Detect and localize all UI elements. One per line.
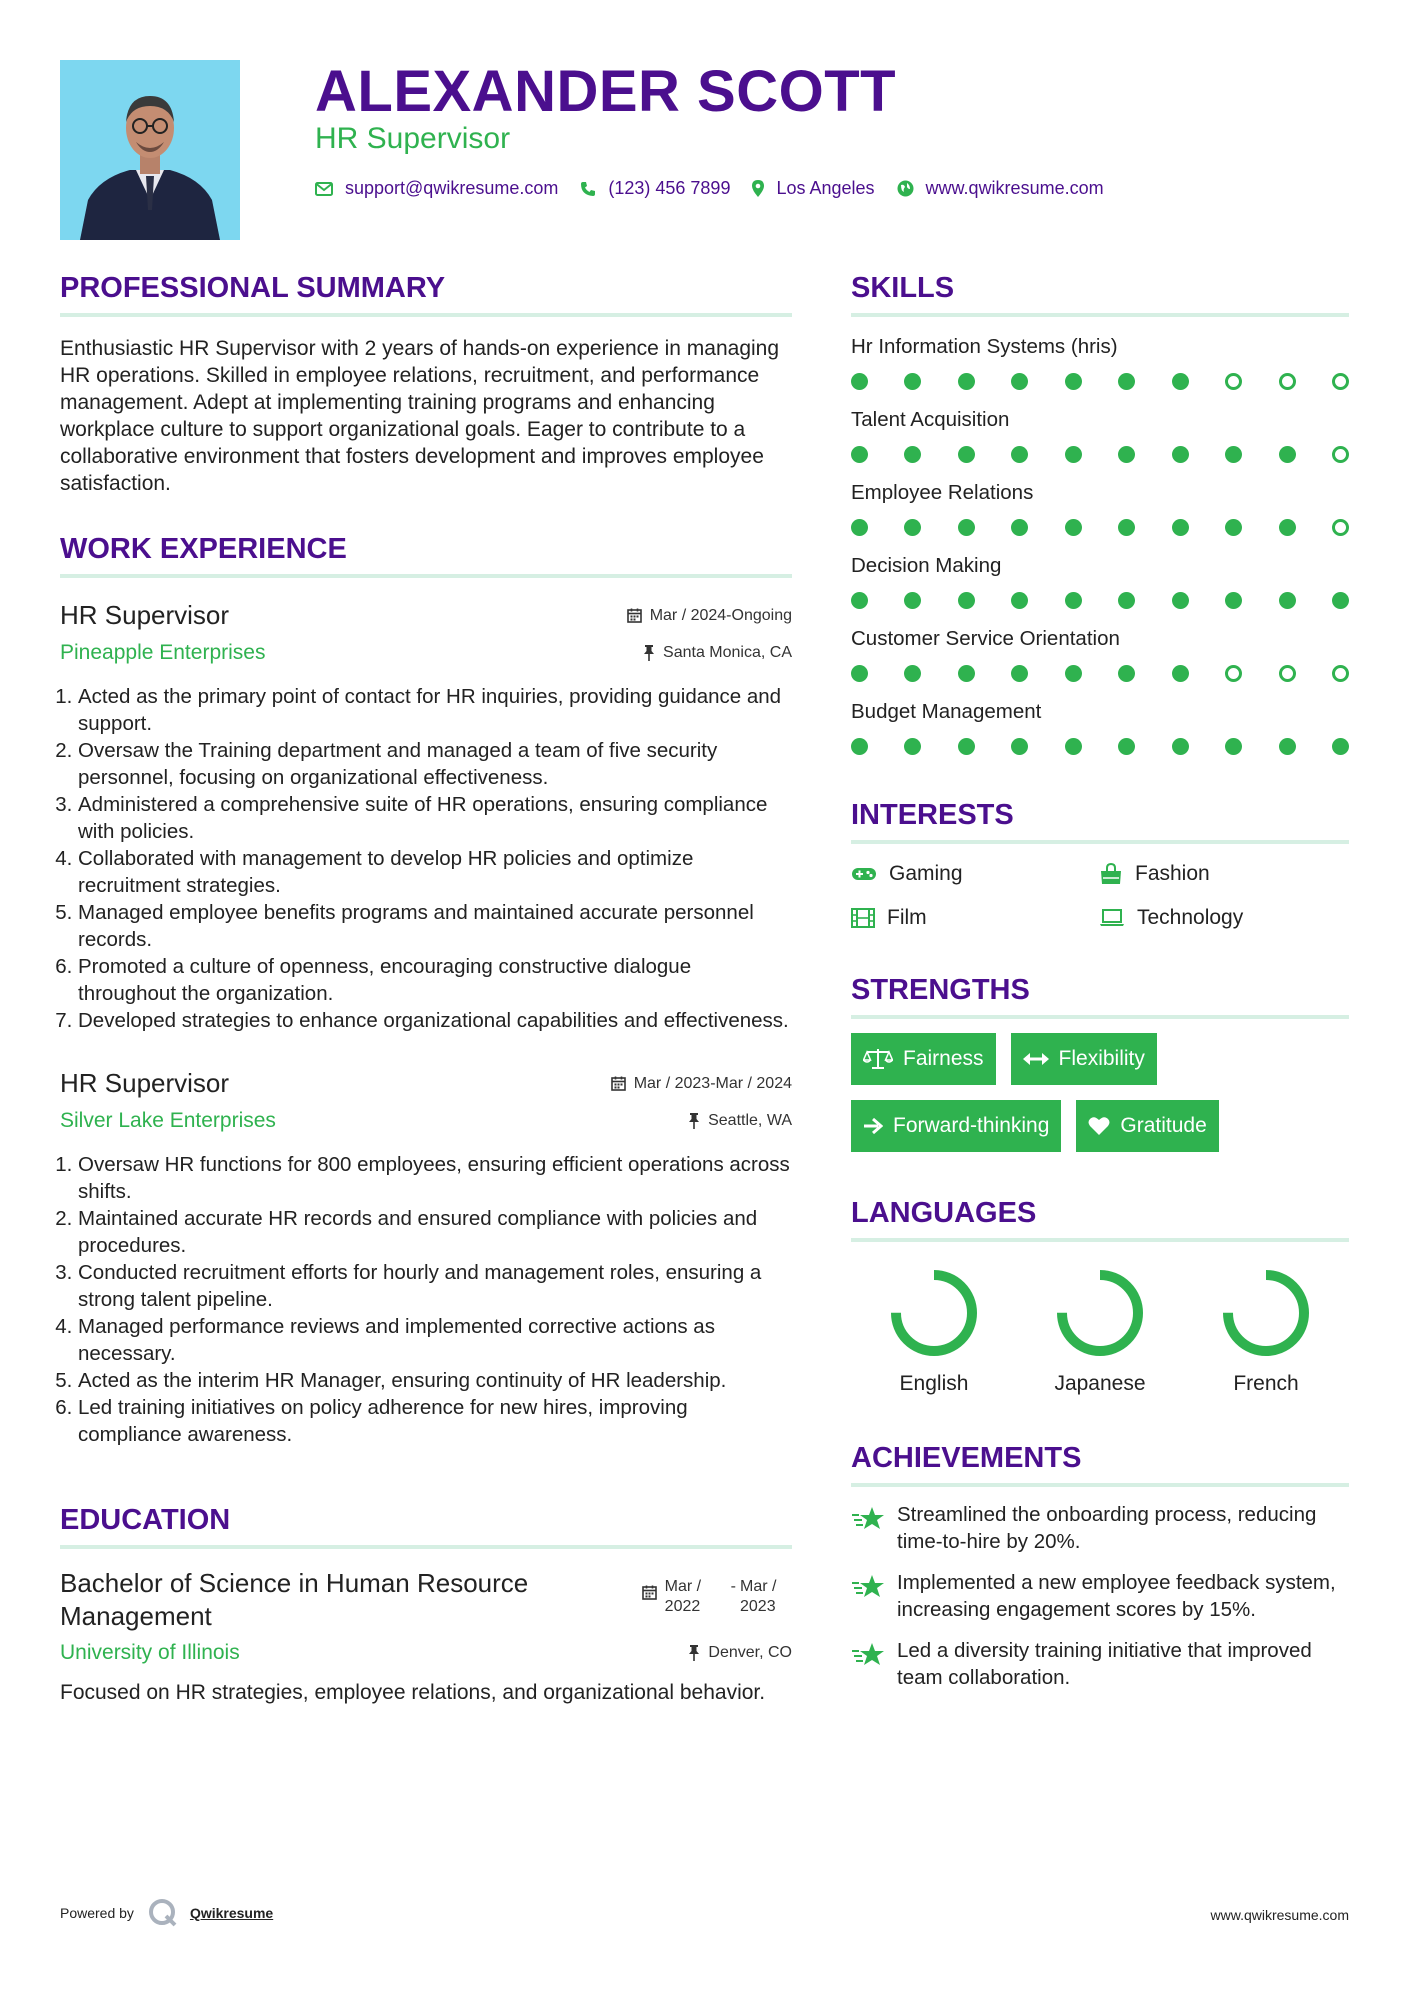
rating-dot-empty: [1332, 665, 1349, 682]
strengths-section: [851, 974, 1349, 1167]
rating-dot-filled: [1065, 738, 1082, 755]
education-description: Focused on HR strategies, employee relations, and organizational behavior.: [60, 1681, 766, 1704]
rating-dot-filled: [1011, 592, 1028, 609]
rating-dot-filled: [1225, 592, 1242, 609]
rating-dot-filled: [1172, 446, 1189, 463]
rating-dot-filled: [904, 665, 921, 682]
languages-list: [851, 1268, 1349, 1396]
pushpin-icon: [688, 1113, 700, 1129]
skill-name: Hr Information Systems (hris): [851, 335, 1118, 358]
rating-dot-filled: [1118, 519, 1135, 536]
rating-dot-filled: [1279, 446, 1296, 463]
skill-name: Budget Management: [851, 700, 1042, 723]
skill-row: [851, 700, 1349, 755]
rating-dot-filled: [1172, 519, 1189, 536]
rating-dot-filled: [851, 446, 868, 463]
skill-rating: [851, 665, 1349, 682]
job-location-text: Santa Monica, CA: [663, 644, 792, 661]
rating-dot-filled: [1011, 446, 1028, 463]
rating-dot-filled: [1011, 373, 1028, 390]
language-proficiency-ring: [889, 1268, 979, 1358]
skill-name: Customer Service Orientation: [851, 627, 1120, 650]
achievement-item: [851, 1501, 1349, 1555]
section-heading: STRENGTHS: [851, 974, 1349, 1019]
skills-section: [851, 272, 1349, 755]
star-icon: [851, 1573, 885, 1601]
achievement-text: Implemented a new employee feedback system, increasing engagement scores by 15%.: [897, 1571, 1336, 1621]
rating-dot-empty: [1225, 373, 1242, 390]
rating-dot-filled: [1118, 446, 1135, 463]
heart-icon: [1088, 1116, 1110, 1136]
job-entry: [60, 1068, 792, 1448]
job-title: HR Supervisor: [60, 1068, 230, 1098]
languages-section: [851, 1197, 1349, 1396]
duties-list: [60, 683, 792, 1034]
skill-name: Talent Acquisition: [851, 408, 1010, 431]
section-heading: LANGUAGES: [851, 1197, 1349, 1242]
skills-list: [851, 335, 1349, 755]
interest-item: [1099, 906, 1347, 930]
job-location: [688, 1112, 792, 1130]
strength-tag: [1011, 1033, 1157, 1085]
interest-label: Film: [887, 906, 927, 929]
language-name: Japanese: [1054, 1372, 1146, 1395]
list-item: 6. Led training initiatives on policy adherence for new hires, improving compliance awareness.: [78, 1394, 792, 1448]
right-column: [851, 272, 1349, 1691]
proficiency-arc: [896, 1275, 972, 1351]
section-heading: EDUCATION: [60, 1504, 792, 1549]
education-end: Mar / 2023: [740, 1578, 777, 1615]
rating-dot-filled: [1118, 665, 1135, 682]
contact-location-text: Los Angeles: [776, 178, 875, 198]
education-start: Mar / 2022: [664, 1578, 702, 1615]
experience-section: [60, 533, 792, 1448]
education-section: [60, 1504, 792, 1706]
rating-dot-filled: [958, 446, 975, 463]
rating-dot-filled: [1065, 665, 1082, 682]
language-item: [851, 1268, 1017, 1396]
rating-dot-empty: [1279, 665, 1296, 682]
rating-dot-empty: [1332, 373, 1349, 390]
rating-dot-filled: [1279, 592, 1296, 609]
duties-list: [60, 1151, 792, 1448]
candidate-title: HR Supervisor: [315, 122, 511, 155]
skill-rating: [851, 519, 1349, 536]
skill-row: [851, 335, 1349, 390]
summary-text: Enthusiastic HR Supervisor with 2 years of hands-on experience in managing HR operations. Skilled in employee relations, recruitment, and performance management. Adept at implementing training programs and enhancing workplace culture to support organizational goals. Eager to contribute to a collaborative environment that fosters development and improves employee satisfaction.: [60, 337, 780, 495]
job-title: HR Supervisor: [60, 600, 230, 630]
language-name: English: [899, 1372, 969, 1395]
interest-label: Fashion: [1135, 862, 1210, 885]
contact-website[interactable]: [897, 178, 1104, 199]
strength-label: Forward-thinking: [893, 1114, 1050, 1137]
rating-dot-filled: [1225, 738, 1242, 755]
contact-website-text: www.qwikresume.com: [925, 178, 1104, 198]
rating-dot-filled: [1225, 446, 1242, 463]
contact-location: [752, 178, 874, 199]
education-location-text: Denver, CO: [708, 1644, 792, 1661]
rating-dot-filled: [1065, 373, 1082, 390]
strength-tag: [1076, 1100, 1218, 1152]
globe-icon: [897, 180, 914, 197]
strength-label: Fairness: [903, 1047, 984, 1070]
achievement-item: [851, 1569, 1349, 1623]
rating-dot-filled: [1011, 738, 1028, 755]
section-heading: ACHIEVEMENTS: [851, 1442, 1349, 1487]
rating-dot-filled: [1172, 592, 1189, 609]
company-name: Pineapple Enterprises: [60, 641, 266, 664]
list-item: 2. Oversaw the Training department and managed a team of five security personnel, focusing on organizational effectiveness.: [78, 737, 792, 791]
rating-dot-filled: [1279, 738, 1296, 755]
rating-dot-filled: [851, 738, 868, 755]
rating-dot-filled: [851, 592, 868, 609]
list-item: 1. Acted as the primary point of contact for HR inquiries, providing guidance and support.: [78, 683, 792, 737]
rating-dot-filled: [1172, 665, 1189, 682]
rating-dot-filled: [958, 519, 975, 536]
list-item: 3. Administered a comprehensive suite of HR operations, ensuring compliance with policies.: [78, 791, 792, 845]
rating-dot-filled: [1118, 738, 1135, 755]
summary-section: [60, 272, 792, 497]
rating-dot-empty: [1279, 373, 1296, 390]
section-heading: WORK EXPERIENCE: [60, 533, 792, 578]
strength-label: Gratitude: [1120, 1114, 1207, 1137]
job-dates: [611, 1075, 792, 1093]
rating-dot-empty: [1225, 665, 1242, 682]
star-icon: [851, 1505, 885, 1533]
profile-photo: [60, 60, 240, 240]
job-dates-text: Mar / 2024-Ongoing: [649, 606, 792, 624]
section-heading: SKILLS: [851, 272, 1349, 317]
interest-label: Gaming: [889, 862, 963, 885]
list-item: 4. Managed performance reviews and implemented corrective actions as necessary.: [78, 1313, 792, 1367]
footer-website[interactable]: www.qwikresume.com: [1210, 1907, 1349, 1923]
rating-dot-filled: [904, 519, 921, 536]
skill-rating: [851, 446, 1349, 463]
qwikresume-logo-icon: [148, 1898, 178, 1928]
rating-dot-filled: [958, 592, 975, 609]
proficiency-arc: [1062, 1275, 1138, 1351]
strength-label: Flexibility: [1058, 1047, 1145, 1070]
skill-name: Employee Relations: [851, 481, 1034, 504]
left-column: [60, 272, 792, 1706]
contact-phone-text: (123) 456 7899: [608, 178, 731, 198]
skill-rating: [851, 592, 1349, 609]
list-item: 2. Maintained accurate HR records and ensured compliance with policies and procedures.: [78, 1205, 792, 1259]
arrow-right-icon: [863, 1117, 883, 1135]
gamepad-icon: [851, 866, 877, 882]
rating-dot-filled: [958, 373, 975, 390]
rating-dot-empty: [1332, 519, 1349, 536]
list-item: 3. Conducted recruitment efforts for hourly and management roles, ensuring a strong talent pipeline.: [78, 1259, 792, 1313]
film-icon: [851, 908, 875, 928]
star-icon: [851, 1641, 885, 1669]
list-item: 5. Managed employee benefits programs and maintained accurate personnel records.: [78, 899, 792, 953]
candidate-name: ALEXANDER SCOTT: [315, 59, 897, 124]
job-dates-text: Mar / 2023-Mar / 2024: [633, 1074, 792, 1092]
rating-dot-filled: [904, 373, 921, 390]
skill-row: [851, 408, 1349, 463]
language-item: [1183, 1268, 1349, 1396]
interests-section: [851, 799, 1349, 930]
powered-by-text: Powered by: [60, 1905, 134, 1921]
list-item: 5. Acted as the interim HR Manager, ensuring continuity of HR leadership.: [78, 1367, 792, 1394]
interest-item: [1099, 862, 1347, 886]
skill-rating: [851, 738, 1349, 755]
proficiency-arc: [1228, 1275, 1304, 1351]
rating-dot-filled: [1065, 592, 1082, 609]
skill-rating: [851, 373, 1349, 390]
laptop-icon: [1099, 909, 1125, 927]
section-heading: PROFESSIONAL SUMMARY: [60, 272, 792, 317]
skill-name: Decision Making: [851, 554, 1002, 577]
rating-dot-filled: [1118, 592, 1135, 609]
rating-dot-filled: [1065, 519, 1082, 536]
interest-label: Technology: [1137, 906, 1244, 929]
language-proficiency-ring: [1221, 1268, 1311, 1358]
education-location: [688, 1644, 792, 1662]
language-item: [1017, 1268, 1183, 1396]
rating-dot-filled: [1279, 519, 1296, 536]
school-name: University of Illinois: [60, 1641, 240, 1664]
envelope-icon: [315, 182, 333, 196]
contact-email-text: support@qwikresume.com: [345, 178, 559, 198]
phone-icon: [580, 181, 596, 197]
rating-dot-filled: [904, 446, 921, 463]
rating-dot-filled: [904, 738, 921, 755]
map-pin-icon: [752, 180, 764, 197]
rating-dot-empty: [1332, 446, 1349, 463]
language-name: French: [1233, 1372, 1299, 1395]
skill-row: [851, 481, 1349, 536]
rating-dot-filled: [958, 738, 975, 755]
rating-dot-filled: [958, 665, 975, 682]
language-proficiency-ring: [1055, 1268, 1145, 1358]
rating-dot-filled: [1225, 519, 1242, 536]
contact-bar: [315, 178, 1126, 199]
list-item: 1. Oversaw HR functions for 800 employees, ensuring efficient operations across shifts.: [78, 1151, 792, 1205]
job-location-text: Seattle, WA: [708, 1112, 792, 1129]
list-item: 4. Collaborated with management to develop HR policies and optimize recruitment strategies.: [78, 845, 792, 899]
rating-dot-filled: [1172, 373, 1189, 390]
achievement-text: Led a diversity training initiative that improved team collaboration.: [897, 1639, 1312, 1689]
rating-dot-filled: [1011, 519, 1028, 536]
qwikresume-link[interactable]: Qwikresume: [189, 1905, 274, 1921]
skill-row: [851, 554, 1349, 609]
calendar-icon: [642, 1585, 657, 1600]
shopping-bag-icon: [1099, 863, 1123, 885]
education-dates: Mar / 2022 - Mar / 2023: [642, 1577, 792, 1617]
strength-tag: [851, 1100, 1061, 1152]
arrows-horizontal-icon: [1023, 1052, 1049, 1066]
achievement-item: [851, 1637, 1349, 1691]
rating-dot-filled: [1118, 373, 1135, 390]
rating-dot-filled: [1332, 592, 1349, 609]
footer-powered-by: [60, 1898, 273, 1928]
scale-icon: [863, 1048, 893, 1070]
job-entry: [60, 600, 792, 1034]
calendar-icon: [611, 1076, 626, 1091]
rating-dot-filled: [1172, 738, 1189, 755]
achievement-text: Streamlined the onboarding process, reducing time-to-hire by 20%.: [897, 1503, 1317, 1553]
contact-email[interactable]: [315, 178, 558, 199]
list-item: 6. Promoted a culture of openness, encouraging constructive dialogue throughout the organization.: [78, 953, 792, 1007]
rating-dot-filled: [851, 519, 868, 536]
job-dates: [627, 607, 792, 625]
rating-dot-filled: [851, 373, 868, 390]
strength-tag: [851, 1033, 996, 1085]
calendar-icon: [627, 608, 642, 623]
section-heading: INTERESTS: [851, 799, 1349, 844]
job-location: [643, 644, 792, 662]
rating-dot-filled: [851, 665, 868, 682]
rating-dot-filled: [1011, 665, 1028, 682]
company-name: Silver Lake Enterprises: [60, 1109, 276, 1132]
skill-row: [851, 627, 1349, 682]
achievements-section: [851, 1442, 1349, 1691]
interest-item: [851, 906, 1099, 930]
rating-dot-filled: [904, 592, 921, 609]
list-item: 7. Developed strategies to enhance organizational capabilities and effectiveness.: [78, 1007, 792, 1034]
rating-dot-filled: [1332, 738, 1349, 755]
pushpin-icon: [688, 1645, 700, 1661]
rating-dot-filled: [1065, 446, 1082, 463]
interest-item: [851, 862, 1099, 886]
pushpin-icon: [643, 645, 655, 661]
degree-title: Bachelor of Science in Human Resource Management: [60, 1568, 529, 1631]
contact-phone[interactable]: [580, 178, 730, 199]
